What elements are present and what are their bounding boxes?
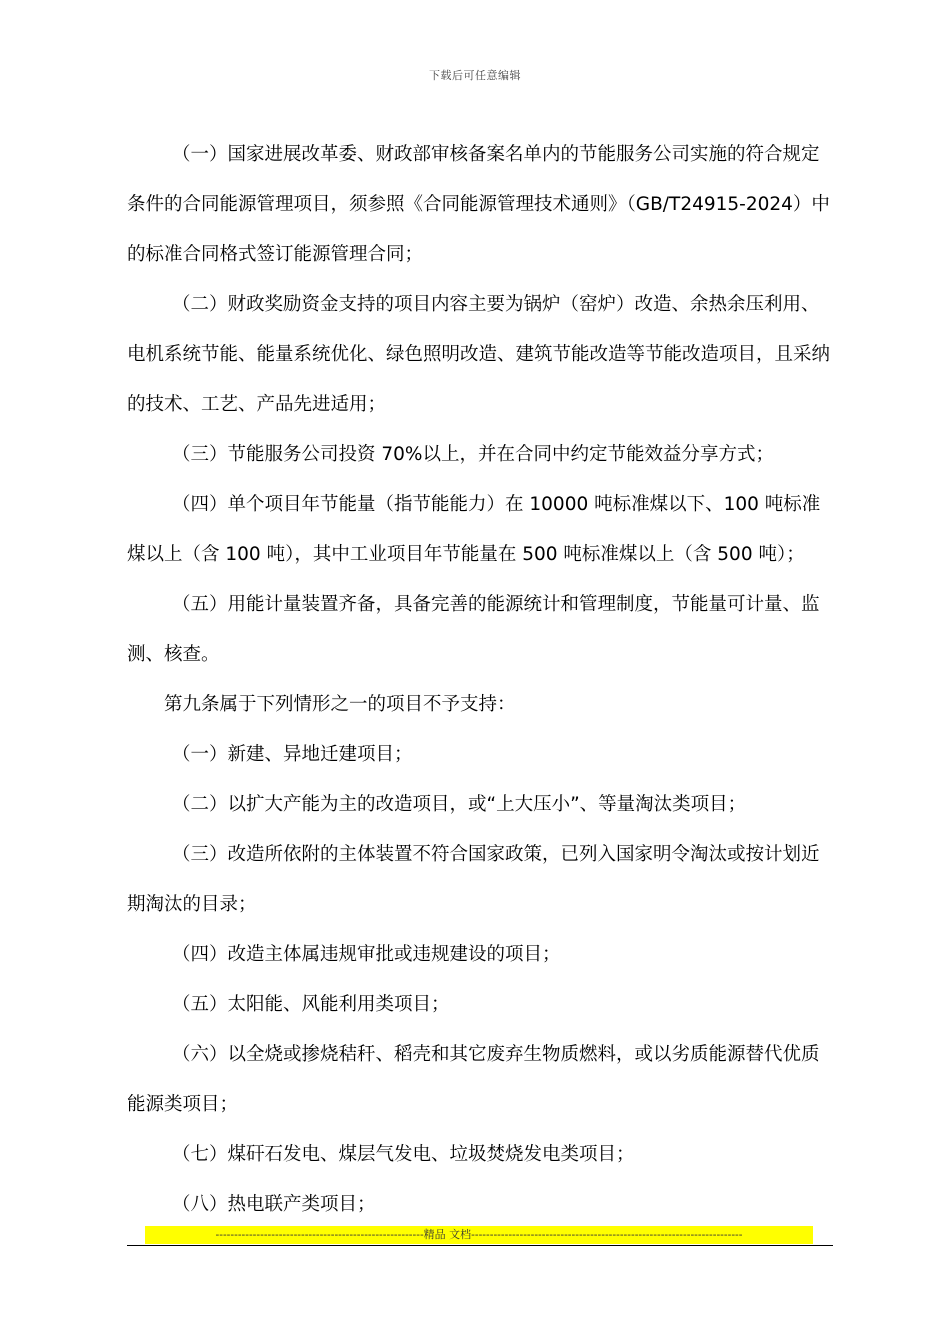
document-body — [127, 130, 837, 1230]
exclusion-item-4: （四）改造主体属违规审批或违规建设的项目； — [172, 944, 561, 965]
header-note: 下载后可任意编辑 — [429, 69, 521, 82]
exclusion-item-8: （八）热电联产类项目； — [172, 1194, 376, 1215]
exclusion-item-2: （二）以扩大产能为主的改造项目，或“上大压小”、等量淘汰类项目； — [172, 794, 747, 815]
paragraph-item-5: （五）用能计量装置齐备，具备完善的能源统计和管理制度，节能量可计量、监测、核查。 — [127, 594, 820, 665]
footer-divider — [127, 1245, 833, 1246]
paragraph-item-1: （一）国家进展改革委、财政部审核备案名单内的节能服务公司实施的符合规定条件的合同能源管理项目，须参照《合同能源管理技术通则》（GB/T24915-2024）中的标准合同格式签订能源管理合同； — [127, 144, 830, 265]
exclusion-item-5: （五）太阳能、风能利用类项目； — [172, 994, 450, 1015]
exclusion-item-1: （一）新建、异地迁建项目； — [172, 744, 413, 765]
paragraph-item-4: （四）单个项目年节能量（指节能能力）在 10000 吨标准煤以下、100 吨标准煤以上（含 100 吨），其中工业项目年节能量在 500 吨标准煤以上（含 500 吨）； — [127, 494, 821, 565]
exclusion-item-6: （六）以全烧或掺烧秸秆、稻壳和其它废弃生物质燃料，或以劣质能源替代优质能源类项目； — [127, 1044, 820, 1115]
paragraph-item-2: （二）财政奖励资金支持的项目内容主要为锅炉（窑炉）改造、余热余压利用、电机系统节能、能量系统优化、绿色照明改造、建筑节能改造等节能改造项目，且采纳的技术、工艺、产品先进适用； — [127, 294, 831, 415]
paragraph-item-3: （三）节能服务公司投资 70%以上，并在合同中约定节能效益分享方式； — [172, 444, 775, 465]
exclusion-item-3: （三）改造所依附的主体装置不符合国家政策，已列入国家明令淘汰或按计划近期淘汰的目录； — [127, 844, 820, 915]
article-heading: 第九条属于下列情形之一的项目不予支持： — [164, 694, 516, 715]
footer-watermark-band: --------------------------------------------------------精品 文档------------------------------------------------------------------------- — [145, 1226, 813, 1244]
exclusion-item-7: （七）煤矸石发电、煤层气发电、垃圾焚烧发电类项目； — [172, 1144, 635, 1165]
